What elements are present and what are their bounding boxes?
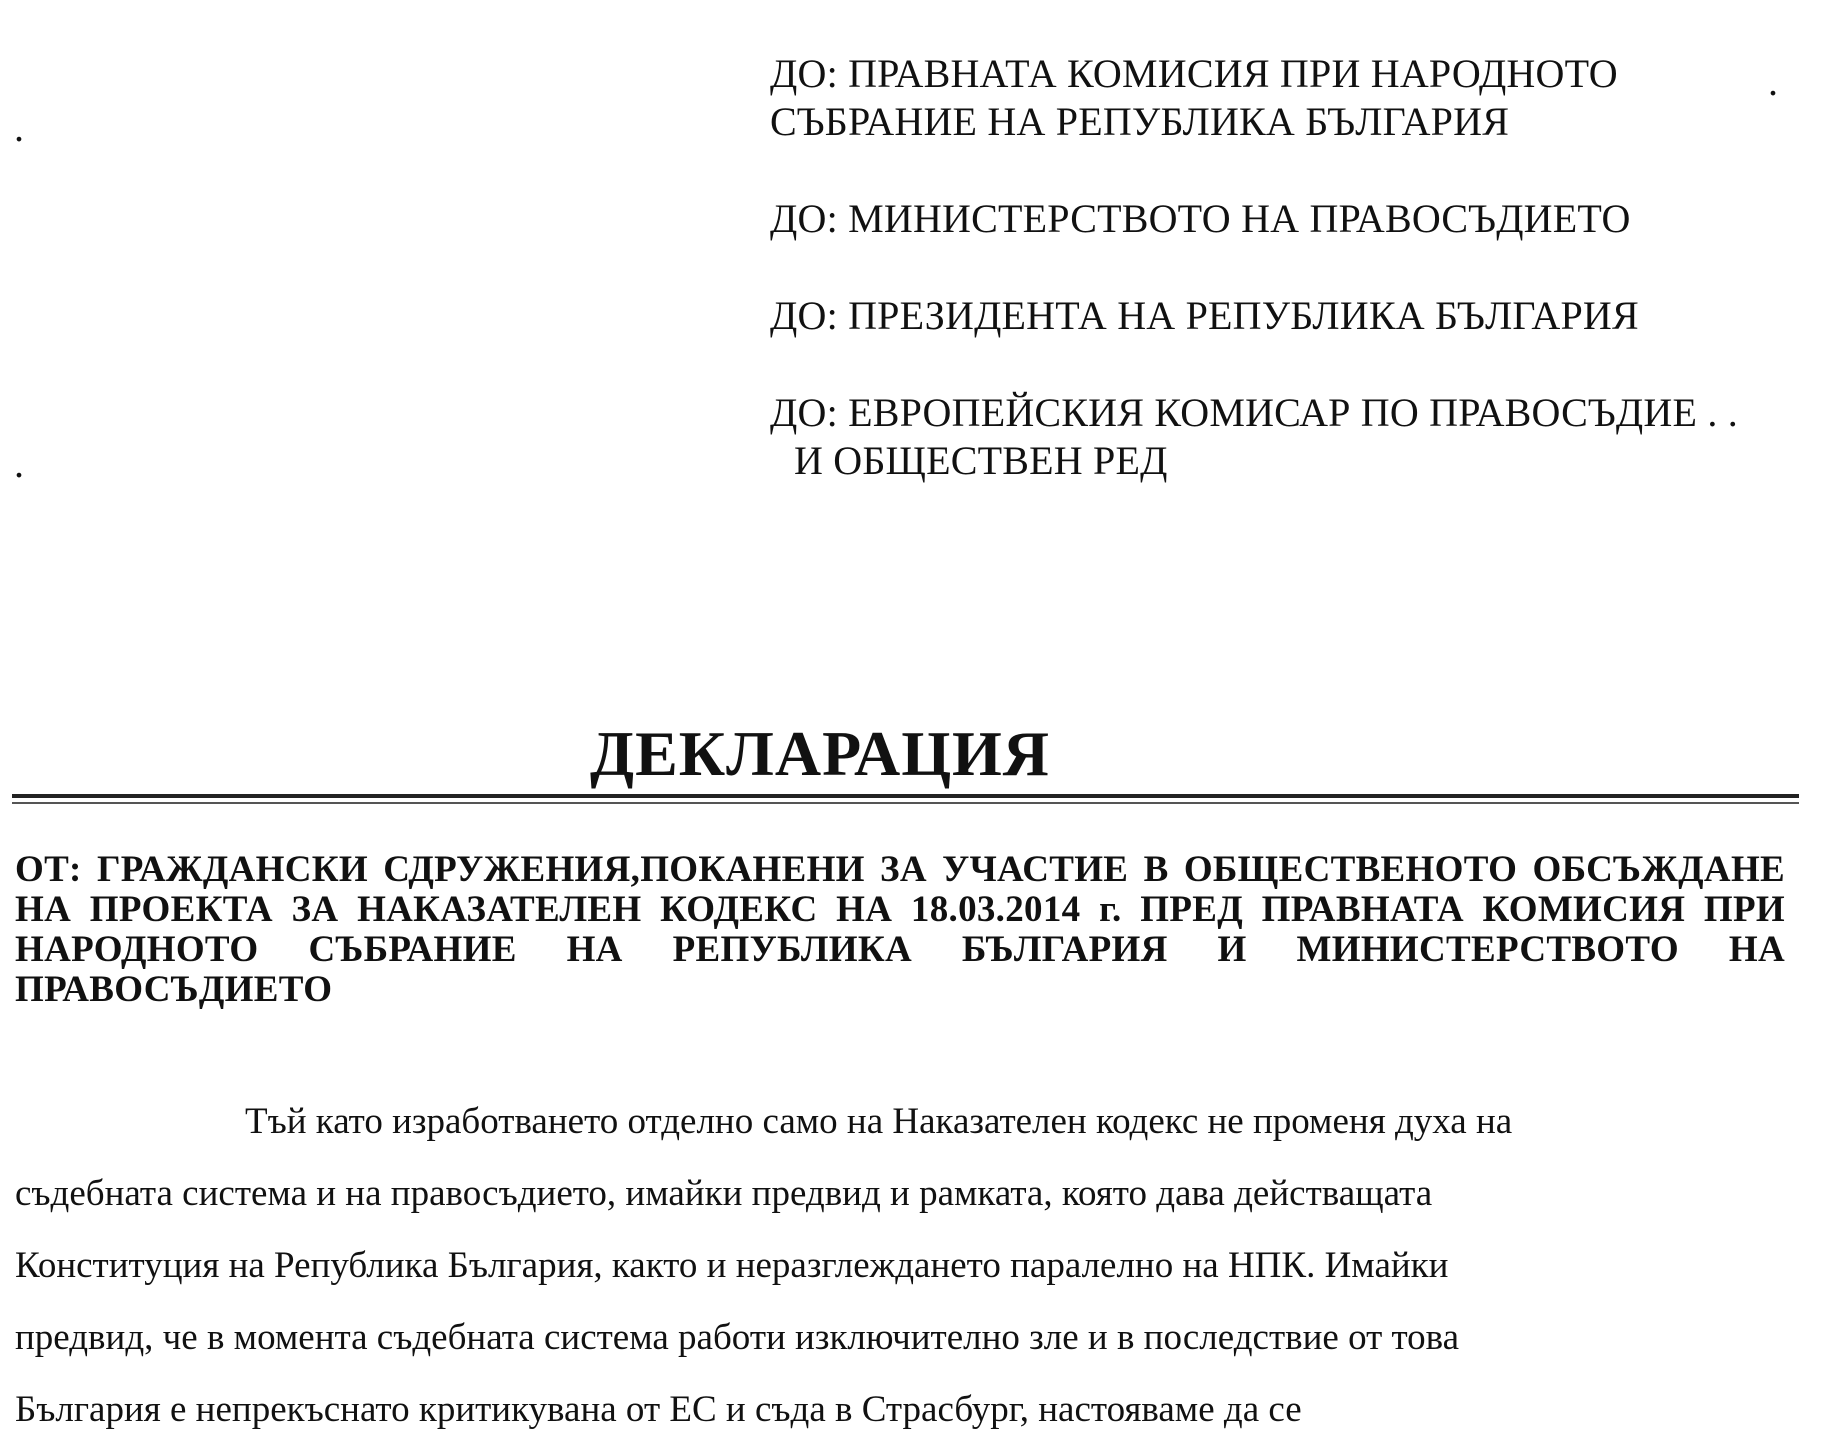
document-title: ДЕКЛАРАЦИЯ — [590, 718, 1050, 789]
body-line: България е непрекъснато критикувана от ЕС и съда в Страсбург, настояваме да се — [15, 1389, 1302, 1430]
margin-dot: . — [14, 441, 24, 486]
recipient-legal-committee — [770, 50, 1770, 146]
body-line: съдебната система и на правосъдието, имайки предвид и рамката, която дава действащата — [15, 1173, 1433, 1214]
body-line: Конституция на Република България, както и неразглеждането паралелно на НПК. Имайки — [15, 1245, 1449, 1286]
recipient-european-commissioner — [770, 389, 1770, 485]
recipient-line: И ОБЩЕСТВЕН РЕД — [794, 438, 1168, 483]
recipients-block — [770, 50, 1770, 534]
margin-dot: . — [14, 105, 24, 150]
margin-dot: . — [1768, 59, 1778, 104]
recipient-president — [770, 292, 1770, 340]
from-statement: ОТ: ГРАЖДАНСКИ СДРУЖЕНИЯ,ПОКАНЕНИ ЗА УЧАСТИЕ В ОБЩЕСТВЕНОТО ОБСЪЖДАНЕ НА ПРОЕКТА ЗА НАКАЗАТЕЛЕН КОДЕКС НА 18.03.2014 г. ПРЕД ПРАВНАТА КОМИСИЯ ПРИ НАРОДНОТО СЪБРАНИЕ НА РЕПУБЛИКА БЪЛГАРИЯ И МИНИСТЕРСТВОТО НА ПРАВОСЪДИЕТО — [15, 849, 1785, 1010]
body-paragraph — [15, 1086, 1785, 1446]
recipient-line: ДО: МИНИСТЕРСТВОТО НА ПРАВОСЪДИЕТО — [770, 196, 1631, 241]
title-divider — [12, 794, 1799, 798]
body-line: предвид, че в момента съдебната система работи изключително зле и в последствие от това — [15, 1317, 1460, 1358]
recipient-line: ДО: ПРЕЗИДЕНТА НА РЕПУБЛИКА БЪЛГАРИЯ — [770, 293, 1639, 338]
body-line: Тъй като изработването отделно само на Наказателен кодекс не променя духа на — [245, 1101, 1513, 1142]
recipient-line: СЪБРАНИЕ НА РЕПУБЛИКА БЪЛГАРИЯ — [770, 99, 1510, 144]
recipient-ministry-of-justice — [770, 195, 1770, 243]
recipient-line: ДО: ЕВРОПЕЙСКИЯ КОМИСАР ПО ПРАВОСЪДИЕ . . — [770, 390, 1738, 435]
recipient-line: ДО: ПРАВНАТА КОМИСИЯ ПРИ НАРОДНОТО — [770, 51, 1618, 96]
title-divider-thin — [12, 802, 1799, 804]
